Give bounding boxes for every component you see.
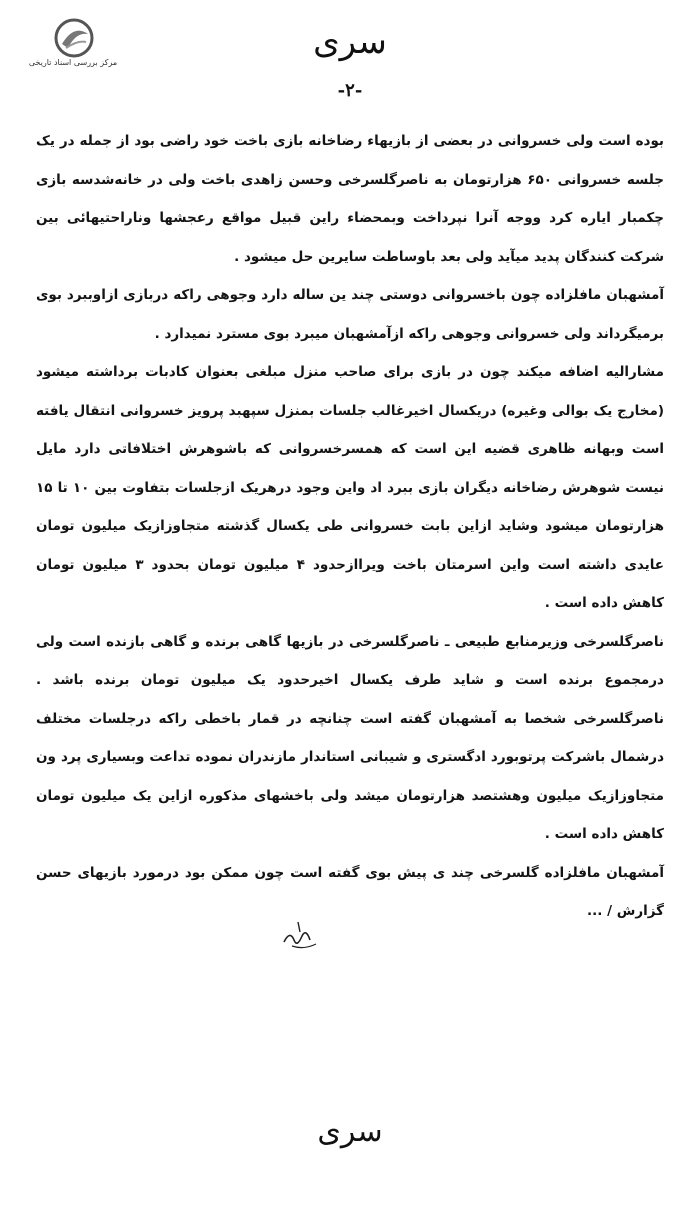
paragraph: مشارالیه اضافه میکند چون در بازی برای صاحب منزل مبلغی بعنوان کادبات برداشته میشود (مخارج یک بوالی وغیره) دریکسال اخیرغالب جلسات بمنزل سپهبد پرویز خسروانی انتقال یافته است وبهانه ظاهری قضیه این است که همسرخسروانی که باشوهرش اختلافاتی دارد مایل نیست شوهرش رضاخانه دیگران بازی ببرد اد واین وجود درهریک ازجلسات بتفاوت بین ۱۰ تا ۱۵ هزارتومان میشود وشاید ازاین بابت خسروانی طی یکسال گذشته متجاوزازیک میلیون تومان عایدی داشته است واین اسرمتان باخت ویراازحدود ۴ میلیون تومان بحدود ۳ میلیون تومان کاهش داده است . bbox=[36, 364, 665, 611]
archive-logo-caption: مرکز بررسی اسناد تاریخی bbox=[28, 58, 118, 67]
page-number: -۲- bbox=[337, 80, 363, 101]
paragraph: آمشهبان مافلزاده چون باخسروانی دوستی چند ین ساله دارد وجوهی راکه دربازی ازاوببرد بوی برمیگرداند ولی خسروانی وجوهی راکه ازآمشهبان میبرد بوی مسترد نمیدارد . bbox=[36, 287, 664, 342]
classification-footer: سری bbox=[317, 1114, 383, 1149]
paragraph: ناصرگلسرخی وزیرمنابع طبیعی ـ ناصرگلسرخی در بازیها گاهی برنده و گاهی بازنده است ولی درمجموع برنده است و شاید طرف یکسال اخیرحدود یک میلیون تومان برنده باشد . ناصرگلسرخی شخصا به آمشهبان گفته است چنانچه در قمار باخطی راکه درجلسات مختلف درشمال باشرکت پرتوبورد ادگستری و شیبانی استاندار مازندران نموده تداعت وبسیاری پرد ون متجاوزازیک میلیون وهشتصد هزارتومان میشد ولی باخشهای مذکوره ازاین یک میلیون تومان کاهش داده است . bbox=[36, 633, 664, 842]
paragraph: آمشهبان مافلزاده گلسرخی چند ی پیش بوی گفته است چون ممکن بود درمورد بازیهای حسن گزارش / ... bbox=[36, 864, 664, 919]
classification-header: سری bbox=[313, 22, 387, 62]
handwritten-signature-icon bbox=[270, 902, 330, 962]
paragraph: بوده است ولی خسروانی در بعضی از بازیهاء رضاخانه بازی باخت خود راضی بود از جمله در یک جلسه خسروانی ۶۵۰ هزارتومان به ناصرگلسرخی وحسن زاهدی باخت ولی در خانه‌شدسه بازی چکمبار ایاره کرد ووجه آنرا نپرداخت وبمحضاء راین قبیل مواقع رعجشها وناراحتیهائی بین شرکت کنندگان پدید میآید ولی بعد باوساطت سایرین حل میشود . bbox=[36, 133, 664, 265]
document-body bbox=[36, 122, 664, 931]
